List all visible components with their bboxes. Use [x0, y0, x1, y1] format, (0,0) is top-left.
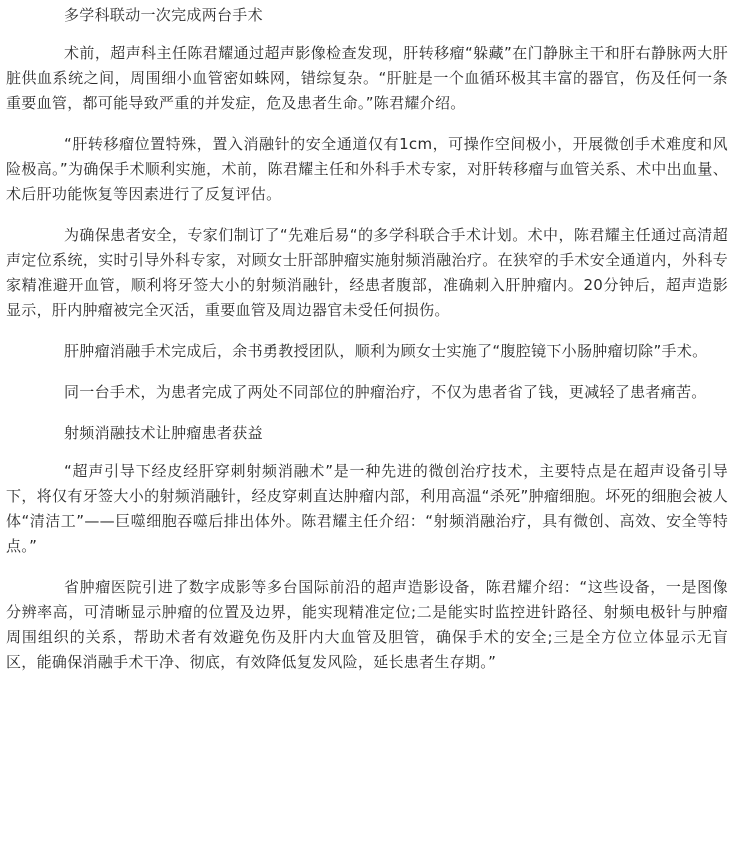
paragraph-preop-finding: 术前，超声科主任陈君耀通过超声影像检查发现，肝转移瘤“躲藏”在门静脉主干和肝右静脉两大肝脏供血系统之间，周围细小血管密如蛛网，错综复杂。“肝脏是一个血循环极其丰富的器官，伤及任何一条重要血管，都可能导致严重的并发症，危及患者生命。”陈君耀介绍。 [6, 44, 728, 112]
paragraph-intestine-surgery: 肝肿瘤消融手术完成后，余书勇教授团队，顺利为顾女士实施了“腹腔镜下小肠肿瘤切除”手术。 [64, 342, 708, 360]
section-heading-surgery: 多学科联动一次完成两台手术 [64, 6, 263, 24]
paragraph-equipment: 省肿瘤医院引进了数字成影等多台国际前沿的超声造影设备，陈君耀介绍：“这些设备，一是图像分辨率高，可清晰显示肿瘤的位置及边界，能实现精准定位;二是能实时监控进针路径、射频电极针与肿瘤周围组织的关系，帮助术者有效避免伤及肝内大血管及胆管，确保手术的安全;三是全方位立体显示无盲区，能确保消融手术干净、彻底，有效降低复发风险，延长患者生存期。” [6, 578, 728, 671]
paragraph-risk-assessment: “肝转移瘤位置特殊，置入消融针的安全通道仅有1cm，可操作空间极小，开展微创手术难度和风险极高。”为确保手术顺利实施，术前，陈君耀主任和外科手术专家，对肝转移瘤与血管关系、术中出血量、术后肝功能恢复等因素进行了反复评估。 [6, 135, 728, 203]
paragraph-surgery-plan: 为确保患者安全，专家们制订了“先难后易“的多学科联合手术计划。术中，陈君耀主任通过高清超声定位系统，实时引导外科专家，对顾女士肝部肿瘤实施射频消融治疗。在狭窄的手术安全通道内，外科专家精准避开血管，顺利将牙签大小的射频消融针，经患者腹部，准确刺入肝肿瘤内。20分钟后，超声造影显示，肝内肿瘤被完全灭活，重要血管及周边器官未受任何损伤。 [6, 226, 728, 319]
section-heading-rfa: 射频消融技术让肿瘤患者获益 [64, 424, 263, 442]
paragraph-outcome: 同一台手术，为患者完成了两处不同部位的肿瘤治疗，不仅为患者省了钱，更减轻了患者痛苦。 [64, 383, 707, 401]
article-body [6, 0, 728, 691]
paragraph-rfa-intro: “超声引导下经皮经肝穿刺射频消融术”是一种先进的微创治疗技术，主要特点是在超声设备引导下，将仅有牙签大小的射频消融针，经皮穿刺直达肿瘤内部，利用高温“杀死”肿瘤细胞。坏死的细胞会被人体“清洁工”——巨噬细胞吞噬后排出体外。陈君耀主任介绍：“射频消融治疗，具有微创、高效、安全等特点。” [6, 462, 728, 555]
